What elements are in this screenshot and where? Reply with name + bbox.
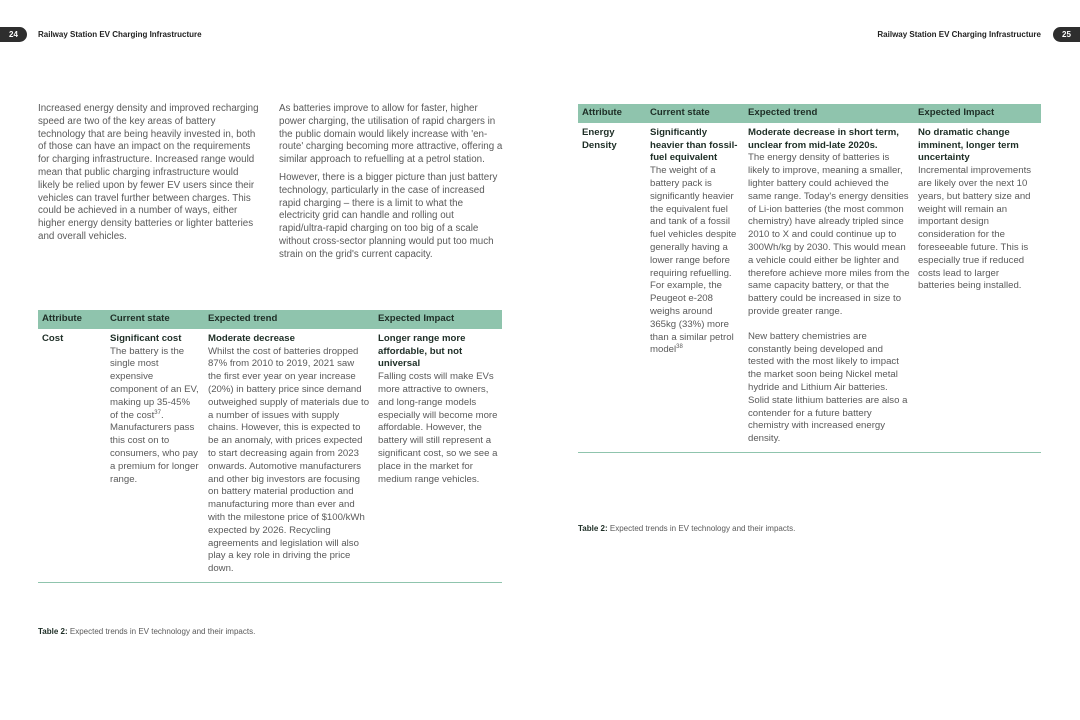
body-column-right [279,103,503,267]
header-expected-trend: Expected trend [204,310,374,329]
cost-trends-table [38,310,502,583]
paragraph: As batteries improve to allow for faster, higher power charging, the utilisation of rapid chargers in the public domain would likely increase with 'en-route' charging becoming more attractive, offering a similar approach to refuelling at a petrol station. [279,103,503,166]
running-header [0,27,1080,43]
header-expected-trend: Expected trend [744,104,914,123]
table-caption-right: Table 2: Expected trends in EV technology and their impacts. [578,524,796,533]
energy-trend-head: Moderate decrease in short term, unclear from mid-late 2020s. [748,126,899,151]
cost-impact-head: Longer range more affordable, but not universal [378,332,466,370]
body-column-left [38,103,260,249]
energy-trend-text: The energy density of batteries is likely to improve, meaning a smaller, lighter battery could achieved the same range. Today's energy densities of Li-ion batteries (the most common chemistry) have already tripled since 2010 to X and could continue up to 300Wh/kg by 2030. This would mean a vehicle could either be lighter and therefore achieve more miles from the same capacity battery, or that the battery could be increased in size to provide greater range. [748,152,910,317]
energy-expected-trend [744,123,914,453]
cost-expected-trend [204,329,374,583]
table-row [578,123,1041,453]
paragraph: However, there is a bigger picture than just battery technology, particularly in the case of increased rapid charging – there is a limit to what the electricity grid can handle and rolling out rapid/ultra-rapid charging on too big of a scale without cross-sector planning would put too much strain on the grid's current capacity. [279,171,498,260]
energy-trend-text-2: New battery chemistries are constantly being developed and tested with the most likely to impact the market soon being Nickel metal hydride and Lithium Air batteries. Solid state lithium batteries are also a contender for a future battery chemistry with increased energy density. [748,330,908,445]
cost-impact-text: Falling costs will make EVs more attractive to owners, and long-range models especially will become more affordable. However, the battery will still represent a significant cost, so we see a place in the market for medium range vehicles. [378,371,498,485]
paragraph: Increased energy density and improved recharging speed are two of the key areas of battery technology that are being heavily invested in, both of those can have an impact on the requirements for charging infrastructure. Increased range would mean that public charging infrastructure would likely be relied upon by fewer EV users since their vehicles can travel further between charges. This could be achieved in a number of ways, either higher energy density batteries or lighter batteries and overall vehicles. [38,103,259,242]
cost-trend-text: Whilst the cost of batteries dropped 87% from 2010 to 2019, 2021 saw the first ever year on year increase (20%) in battery price since demand outweighed supply of materials due to a number of issues with supply chains. However, this is expected to be an anomaly, with prices expected to start decreasing again from 2023 onwards. Automotive manufacturers and other big investors are focusing on battery material production and manufacturing more than ever and with the milestone price of $100/kWh expected by 2026. Recycling agreements and legislation will also play a key role in driving the price down. [208,345,370,575]
header-expected-impact: Expected Impact [374,310,502,329]
footnote-ref: 38 [676,344,683,351]
energy-impact-head: No dramatic change imminent, longer term uncertainty [918,126,1019,164]
energy-current-text: The weight of a battery pack is significantly heavier the equivalent fuel and tank of a fossil fuel vehicles despite generally having a lower range before requiring refuelling. For example, the Peugeot e-208 weighs around 365kg (33%) more than a similar petrol model$^{38}$ [650,165,737,356]
header-expected-impact: Expected Impact [914,104,1041,123]
left-page-number: 24 [0,27,27,42]
cost-expected-impact [374,329,502,583]
cost-current-text: The battery is the single most expensive component of an EV, making up 35-45% of the cost$^{37}$. Manufacturers pass this cost on to consumers, who pay a premium for longer range. [110,345,199,485]
energy-expected-impact [914,123,1041,453]
right-running-title: Railway Station EV Charging Infrastructure [877,30,1041,39]
table-caption-left: Table 2: Expected trends in EV technology and their impacts. [38,627,256,636]
energy-density-trends-table [578,104,1041,453]
header-attribute: Attribute [38,310,106,329]
cost-attribute: Cost [38,329,106,583]
header-current-state: Current state [646,104,744,123]
table-header-row [578,104,1041,123]
energy-current-state [646,123,744,453]
left-running-title: Railway Station EV Charging Infrastructure [38,30,202,39]
right-page-number: 25 [1053,27,1080,42]
footnote-ref: 37 [154,409,161,416]
energy-current-head: Significantly heavier than fossil-fuel equivalent [650,126,738,164]
cost-trend-head: Moderate decrease [208,332,295,344]
header-current-state: Current state [106,310,204,329]
table-header-row [38,310,502,329]
energy-attribute: Energy Density [578,123,646,453]
energy-impact-text: Incremental improvements are likely over the next 10 years, but battery size and weight will remain an important design consideration for the foreseeable future. This is especially true if reduced costs lead to larger batteries being installed. [918,165,1032,292]
table-row [38,329,502,583]
cost-current-head: Significant cost [110,332,182,344]
header-attribute: Attribute [578,104,646,123]
cost-current-state [106,329,204,583]
